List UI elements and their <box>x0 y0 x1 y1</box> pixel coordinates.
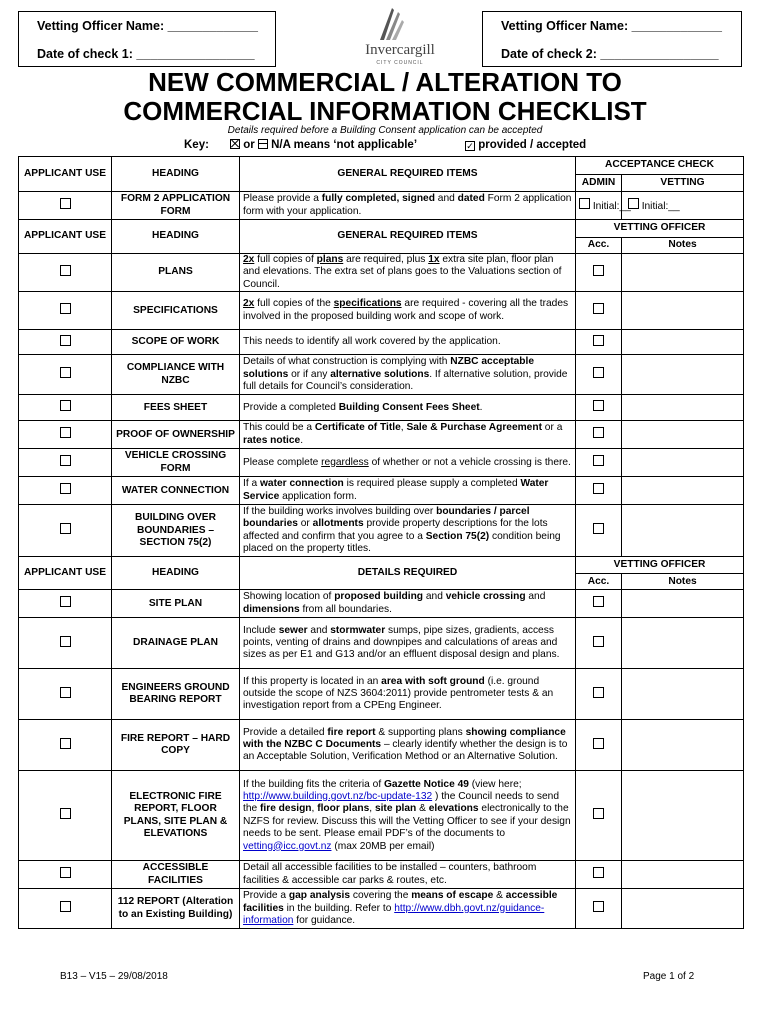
table-row-plans <box>19 254 744 292</box>
table-row-ownership <box>19 421 744 449</box>
heading-boundaries: BUILDING OVER BOUNDARIES – SECTION 75(2) <box>112 505 240 557</box>
title-line-2: COMMERCIAL INFORMATION CHECKLIST <box>123 96 647 126</box>
key-provided <box>465 139 586 151</box>
desc-fire-report: Provide a detailed fire report & supporting plans showing compliance with the NZBC C Documents – clearly identify whether the design is to an Acceptable Solution, Verification Method or an Alternative Solution. <box>240 720 576 771</box>
notes-header-2: Notes <box>622 238 744 254</box>
notes-engineers[interactable] <box>622 669 744 720</box>
applicant-checkbox-vehicle[interactable] <box>60 455 71 466</box>
acc-header-3: Acc. <box>576 574 622 590</box>
vetting-officer-box-right <box>482 11 742 67</box>
notes-fees[interactable] <box>622 395 744 421</box>
table-row-drainage <box>19 618 744 669</box>
acc-checkbox-scope[interactable] <box>593 335 604 346</box>
admin-initial[interactable]: Initial:__ <box>576 192 622 220</box>
desc-scope: This needs to identify all work covered by the application. <box>240 330 576 355</box>
heading-header-2: HEADING <box>112 220 240 254</box>
applicant-checkbox-112-report[interactable] <box>60 901 71 912</box>
notes-boundaries[interactable] <box>622 505 744 557</box>
table-row-electronic <box>19 771 744 861</box>
desc-plans: 2x full copies of plans are required, plus 1x extra site plan, floor plan and elevations. The extra set of plans goes to the Valuations section of Council. <box>240 254 576 292</box>
heading-fees: FEES SHEET <box>112 395 240 421</box>
table-row-fees <box>19 395 744 421</box>
key-provided-text: provided / accepted <box>478 139 587 151</box>
heading-scope: SCOPE OF WORK <box>112 330 240 355</box>
key-or: or <box>243 139 255 151</box>
heading-engineers: ENGINEERS GROUND BEARING REPORT <box>112 669 240 720</box>
heading-ownership: PROOF OF OWNERSHIP <box>112 421 240 449</box>
footer-page-number: Page 1 of 2 <box>643 971 695 982</box>
logo-subtext: CITY COUNCIL <box>376 60 424 66</box>
link-guidance[interactable]: http://www.dbh.govt.nz/guidance-information <box>243 902 545 926</box>
logo-text: Invercargill <box>365 42 435 58</box>
acc-checkbox-engineers[interactable] <box>593 687 604 698</box>
applicant-checkbox-boundaries[interactable] <box>60 523 71 534</box>
vetting-officer-box-left <box>18 11 276 67</box>
desc-water: If a water connection is required please supply a completed Water Service application form. <box>240 477 576 505</box>
date-of-check-2: Date of check 2: _________________ <box>501 47 719 61</box>
vetting-officer-header-2: VETTING OFFICER <box>576 220 744 238</box>
applicant-use-header-2: APPLICANT USE <box>19 220 112 254</box>
footer-version: B13 – V15 – 29/08/2018 <box>60 971 168 982</box>
applicant-use-header-3: APPLICANT USE <box>19 557 112 590</box>
table-row-boundaries <box>19 505 744 557</box>
notes-scope[interactable] <box>622 330 744 355</box>
acceptance-check-header: ACCEPTANCE CHECK <box>576 157 744 175</box>
notes-specifications[interactable] <box>622 292 744 330</box>
acc-checkbox-ownership[interactable] <box>593 427 604 438</box>
acc-checkbox-drainage[interactable] <box>593 636 604 647</box>
vetting-header: VETTING <box>622 175 744 192</box>
acc-checkbox-vehicle[interactable] <box>593 455 604 466</box>
applicant-use-header-1: APPLICANT USE <box>19 157 112 192</box>
applicant-checkbox-scope[interactable] <box>60 335 71 346</box>
acc-checkbox-plans[interactable] <box>593 265 604 276</box>
notes-header-3: Notes <box>622 574 744 590</box>
vetting-officer-name-right: Vetting Officer Name: _____________ <box>501 19 722 33</box>
vetting-initial[interactable]: Initial:__ <box>622 192 744 220</box>
acc-header-2: Acc. <box>576 238 622 254</box>
desc-112-report: Provide a gap analysis covering the means of escape & accessible facilities in the building. Refer to http://www.dbh.govt.nz/guidance-information for guidance. <box>240 889 576 929</box>
general-items-header-1: GENERAL REQUIRED ITEMS <box>240 157 576 192</box>
notes-accessible[interactable] <box>622 861 744 889</box>
na-box-icon <box>258 139 268 149</box>
acc-checkbox-electronic[interactable] <box>593 808 604 819</box>
notes-ownership[interactable] <box>622 421 744 449</box>
table-row-site-plan <box>19 590 744 618</box>
key-na: N/A means ‘not applicable’ <box>271 139 418 151</box>
notes-plans[interactable] <box>622 254 744 292</box>
applicant-checkbox-fire-report[interactable] <box>60 738 71 749</box>
heading-header-3: HEADING <box>112 557 240 590</box>
applicant-checkbox-specifications[interactable] <box>60 303 71 314</box>
subtitle: Details required before a Building Consent application can be accepted <box>227 125 543 136</box>
applicant-checkbox-site-plan[interactable] <box>60 596 71 607</box>
heading-water: WATER CONNECTION <box>112 477 240 505</box>
table-row-accessible <box>19 861 744 889</box>
notes-electronic[interactable] <box>622 771 744 861</box>
heading-drainage: DRAINAGE PLAN <box>112 618 240 669</box>
acc-checkbox-specifications[interactable] <box>593 303 604 314</box>
table-row-engineers <box>19 669 744 720</box>
desc-form2: Please provide a fully completed, signed and dated Form 2 application form with your application. <box>240 192 576 220</box>
checklist-table <box>18 156 744 929</box>
admin-header: ADMIN <box>576 175 622 192</box>
desc-boundaries: If the building works involves building over boundaries / parcel boundaries or allotments provide property descriptions for the lots affected and confirm that you agree to a Section 75(2) condition being placed on the property titles. <box>240 505 576 557</box>
heading-plans: PLANS <box>112 254 240 292</box>
applicant-checkbox-electronic[interactable] <box>60 808 71 819</box>
heading-site-plan: SITE PLAN <box>112 590 240 618</box>
acc-checkbox-water[interactable] <box>593 483 604 494</box>
desc-vehicle: Please complete regardless of whether or not a vehicle crossing is there. <box>240 449 576 477</box>
acc-checkbox-site-plan[interactable] <box>593 596 604 607</box>
general-items-header-2: GENERAL REQUIRED ITEMS <box>240 220 576 254</box>
check-box-icon: ✓ <box>466 141 474 151</box>
vetting-checkbox[interactable] <box>628 198 639 209</box>
link-bc-update[interactable]: http://www.building.govt.nz/bc-update-132 <box>243 790 433 802</box>
crossed-box-icon <box>230 139 240 149</box>
notes-water[interactable] <box>622 477 744 505</box>
table-row-vehicle <box>19 449 744 477</box>
desc-fees: Provide a completed Building Consent Fees Sheet. <box>240 395 576 421</box>
notes-112-report[interactable] <box>622 889 744 929</box>
heading-accessible: ACCESSIBLE FACILITIES <box>112 861 240 889</box>
council-logo-icon <box>372 6 412 44</box>
heading-vehicle: VEHICLE CROSSING FORM <box>112 449 240 477</box>
vetting-officer-header-3: VETTING OFFICER <box>576 557 744 574</box>
notes-vehicle[interactable] <box>622 449 744 477</box>
acc-checkbox-112-report[interactable] <box>593 901 604 912</box>
heading-electronic: ELECTRONIC FIRE REPORT, FLOOR PLANS, SITE PLAN & ELEVATIONS <box>112 771 240 861</box>
table-row-form2 <box>19 192 744 220</box>
notes-site-plan[interactable] <box>622 590 744 618</box>
table-row-specifications <box>19 292 744 330</box>
table-row-scope <box>19 330 744 355</box>
desc-accessible: Detail all accessible facilities to be installed – counters, bathroom facilities & accessible car parks & routes, etc. <box>240 861 576 889</box>
table-row-112-report <box>19 889 744 929</box>
heading-specifications: SPECIFICATIONS <box>112 292 240 330</box>
acc-checkbox-compliance[interactable] <box>593 367 604 378</box>
desc-electronic: If the building fits the criteria of Gazette Notice 49 (view here; http://www.building.govt.nz/bc-update-132 ) the Council needs to send the fire design, floor plans, site plan & elevations electronically to the NZFS for review. Discuss this will the Vetting Officer to see if your design needs to be sent. Please email PDF’s of the documents to vetting@icc.govt.nz (max 20MB per email) <box>240 771 576 861</box>
heading-fire-report: FIRE REPORT – HARD COPY <box>112 720 240 771</box>
acc-checkbox-fire-report[interactable] <box>593 738 604 749</box>
heading-112-report: 112 REPORT (Alteration to an Existing Building) <box>112 889 240 929</box>
acc-checkbox-boundaries[interactable] <box>593 523 604 534</box>
desc-drainage: Include sewer and stormwater sumps, pipe sizes, gradients, access points, venting of drains and downpipes and calculations of areas and sizes as per E1 and G13 and/or an effluent disposal design and plans. <box>240 618 576 669</box>
details-required-header: DETAILS REQUIRED <box>240 557 576 590</box>
desc-compliance: Details of what construction is complying with NZBC acceptable solutions or if any alternative solutions. If alternative solution, provide full details for Council’s consideration. <box>240 355 576 395</box>
table-row-compliance <box>19 355 744 395</box>
applicant-checkbox-fees[interactable] <box>60 400 71 411</box>
admin-checkbox[interactable] <box>579 198 590 209</box>
notes-compliance[interactable] <box>622 355 744 395</box>
applicant-checkbox-form2[interactable] <box>60 198 71 209</box>
table-row-water <box>19 477 744 505</box>
desc-specifications: 2x full copies of the specifications are required - covering all the trades involved in the proposed building work and scope of work. <box>240 292 576 330</box>
notes-fire-report[interactable] <box>622 720 744 771</box>
acc-checkbox-accessible[interactable] <box>593 867 604 878</box>
key-legend <box>230 139 417 151</box>
applicant-checkbox-plans[interactable] <box>60 265 71 276</box>
desc-site-plan: Showing location of proposed building and vehicle crossing and dimensions from all boundaries. <box>240 590 576 618</box>
applicant-checkbox-compliance[interactable] <box>60 367 71 378</box>
table-row-fire-report <box>19 720 744 771</box>
applicant-checkbox-ownership[interactable] <box>60 427 71 438</box>
heading-header-1: HEADING <box>112 157 240 192</box>
title-line-1: NEW COMMERCIAL / ALTERATION TO <box>148 67 622 97</box>
key-label: Key: <box>184 139 209 151</box>
heading-compliance: COMPLIANCE WITH NZBC <box>112 355 240 395</box>
date-of-check-1: Date of check 1: _________________ <box>37 47 255 61</box>
applicant-checkbox-accessible[interactable] <box>60 867 71 878</box>
desc-engineers: If this property is located in an area with soft ground (i.e. ground outside the scope of NZS 3604:2011) provide pentrometer tests & an investigation report from a CPEng Engineer. <box>240 669 576 720</box>
applicant-checkbox-drainage[interactable] <box>60 636 71 647</box>
link-vetting-email[interactable]: vetting@icc.govt.nz <box>243 840 332 852</box>
notes-drainage[interactable] <box>622 618 744 669</box>
vetting-officer-name-left: Vetting Officer Name: _____________ <box>37 19 258 33</box>
heading-form2: FORM 2 APPLICATION FORM <box>112 192 240 220</box>
council-logo <box>340 6 460 68</box>
applicant-checkbox-water[interactable] <box>60 483 71 494</box>
acc-checkbox-fees[interactable] <box>593 400 604 411</box>
applicant-checkbox-engineers[interactable] <box>60 687 71 698</box>
desc-ownership: This could be a Certificate of Title, Sale & Purchase Agreement or a rates notice. <box>240 421 576 449</box>
